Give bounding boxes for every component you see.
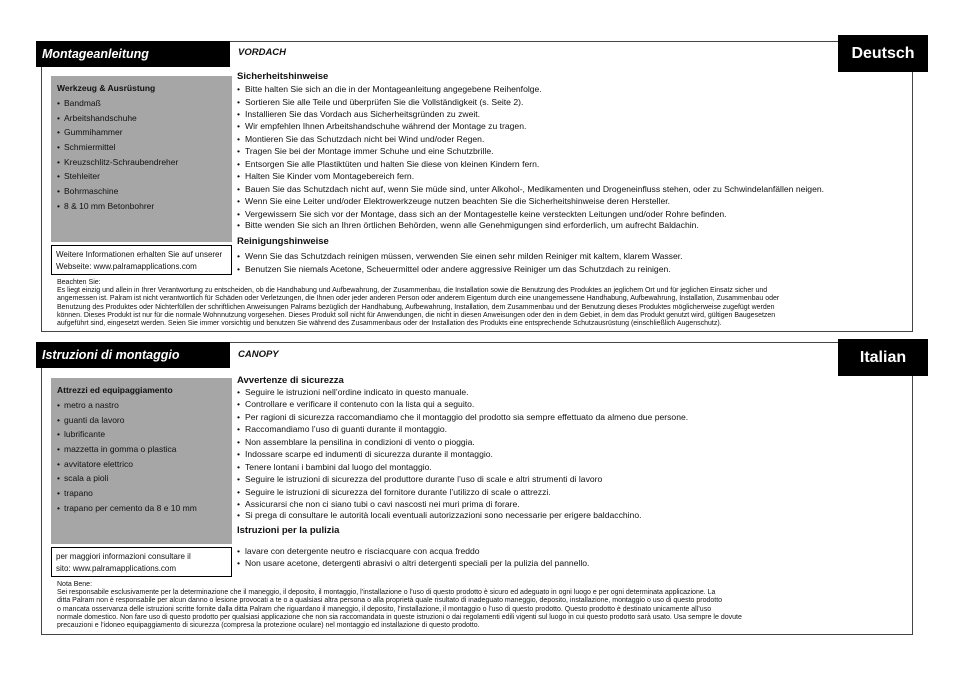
safety-title-de: Sicherheitshinweise	[237, 71, 329, 82]
note-line: o mancata osservanza delle istruzioni scritte fornite dalla ditta Palram che riguardano il maneggio, il deposito, l’installazione, il montaggio o l’uso di questo prodotto. Questo prodotto è destinato unicamente all’uso	[57, 605, 712, 613]
tool-item: • Stehleiter	[57, 169, 226, 184]
tool-item: • Bandmaß	[57, 96, 226, 111]
tool-item: • Arbeitshandschuhe	[57, 111, 226, 126]
safety-item: • Si prega di consultare le autorità locali eventuali autorizzazioni sono necessarie per erigere baldacchino.	[237, 510, 642, 520]
safety-item: • Controllare e verificare il contenuto con la lista qui a seguito.	[237, 399, 475, 409]
tool-item: • lubrificante	[57, 427, 226, 442]
info-line: Weitere Informationen erhalten Sie auf unserer	[56, 250, 223, 259]
note-line: Benutzung des Produktes oder Nichterfüllen der schriftlichen Anweisungen Palrams bezüglich der Handhabung, Aufbewahrung, Installation, dem Zusammenbau und der Benutzung dieses Produktes möglicherweise zugefügt werden	[57, 303, 775, 311]
note-title: Nota Bene:	[57, 581, 93, 588]
safety-item: • Bauen Sie das Schutzdach nicht auf, wenn Sie müde sind, unter Alkohol-, Medikamenten und Drogeneinfluss stehen, oder zu Schwindelanfällen neigen.	[237, 184, 825, 194]
cleaning-title-it: Istruzioni per la pulizia	[237, 525, 340, 536]
safety-item: • Seguire le istruzioni nell’ordine indicato in questo manuale.	[237, 387, 469, 397]
tools-box-it	[51, 378, 232, 544]
product-name-it: CANOPY	[238, 349, 279, 360]
tool-item: • guanti da lavoro	[57, 413, 226, 428]
tool-item: • metro a nastro	[57, 398, 226, 413]
safety-item: • Entsorgen Sie alle Plastiktüten und halten Sie diese von kleinen Kindern fern.	[237, 159, 540, 169]
disclaimer-it	[57, 581, 897, 630]
safety-item: • Wenn Sie eine Leiter und/oder Elektrowerkzeuge nutzen beachten Sie die Sicherheitshinweise deren Hersteller.	[237, 196, 671, 206]
note-line: precauzioni e l’idoneo equipaggiamento di sicurezza (compresa la protezione oculare) nel montaggio ed installazione di questo prodotto.	[57, 622, 480, 630]
language-label-it: Italian	[838, 339, 928, 376]
tool-item: • avvitatore elettrico	[57, 457, 226, 472]
note-line: Sei responsabile esclusivamente per la determinazione che il maneggio, il deposito, il montaggio, l’installazione o l’uso di questo prodotto è sicuro ed adeguato in ogni luogo e per ogni determinata applicazione. La	[57, 589, 716, 597]
tool-item: • trapano per cemento da 8 e 10 mm	[57, 501, 226, 516]
cleaning-title-de: Reinigungshinweise	[237, 236, 329, 247]
safety-item: • Assicurarsi che non ci siano tubi o cavi nascosti nei muri prima di forare.	[237, 499, 520, 509]
safety-item: • Montieren Sie das Schutzdach nicht bei Wind und/oder Regen.	[237, 134, 485, 144]
safety-title-it: Avvertenze di sicurezza	[237, 375, 344, 386]
safety-item: • Wir empfehlen Ihnen Arbeitshandschuhe während der Montage zu tragen.	[237, 121, 527, 131]
tools-list-de	[57, 96, 226, 214]
tools-list-it	[57, 398, 226, 516]
info-box-de	[51, 245, 232, 275]
language-label-de: Deutsch	[838, 35, 928, 72]
tool-item: • trapano	[57, 486, 226, 501]
tool-item: • mazzetta in gomma o plastica	[57, 442, 226, 457]
tool-item: • Bohrmaschine	[57, 184, 226, 199]
info-line: sito: www.palramapplications.com	[56, 564, 177, 573]
note-line: normale domestico. Non fare uso di questo prodotto per qualsiasi applicazione che non sia raccomandata in queste istruzioni o dai regolamenti edili vigenti sul luogo in cui questo prodotto sarà usato. Usa sempre le dovute	[57, 613, 742, 621]
safety-item: • Bitte halten Sie sich an die in der Montageanleitung angegebene Reihenfolge.	[237, 84, 542, 94]
safety-item: • Tenere lontani i bambini dal luogo del montaggio.	[237, 462, 432, 472]
safety-item: • Installieren Sie das Vordach aus Sicherheitsgründen zu zweit.	[237, 109, 481, 119]
safety-item: • Per ragioni di sicurezza raccomandiamo che il montaggio del prodotto sia sempre effettuato da almeno due persone.	[237, 412, 689, 422]
tool-item: • 8 & 10 mm Betonbohrer	[57, 199, 226, 214]
safety-item: • Tragen Sie bei der Montage immer Schuhe und eine Schutzbrille.	[237, 146, 494, 156]
note-line: angemessen ist. Palram ist nicht verantwortlich für Schäden oder Verletzungen, die Ihnen oder jeder anderen Person oder anderem Eigentum durch eine unangemessene Handhabung, Aufbewahrung, Installation, Zusammenbau oder	[57, 295, 780, 303]
safety-item: • Seguire le istruzioni di sicurezza del produttore durante l’uso di scale e altri strumenti di lavoro	[237, 474, 603, 484]
tool-item: • Gummihammer	[57, 125, 226, 140]
note-line: Es liegt einzig und allein in Ihrer Verantwortung zu entscheiden, ob die Handhabung und Aufbewahrung, der Zusammenbau, die Installation sowie die Benutzung des Produktes an jeglichem Ort und für jeglichen Einsatz sicher und	[57, 287, 768, 295]
note-line: können. Dieses Produkt ist nur für die normale Wohnnutzung vorgesehen. Dieses Produkt soll nicht für Anwendungen, die nicht in diesen Anweisungen oder den in dem Gebiet, in dem das Produkt genutzt wird, gültigen Baugesetzen	[57, 311, 776, 319]
tools-box-de	[51, 76, 232, 242]
tool-item: • Kreuzschlitz-Schraubendreher	[57, 155, 226, 170]
tool-item: • Schmiermittel	[57, 140, 226, 155]
cleaning-item: • Wenn Sie das Schutzdach reinigen müssen, verwenden Sie einen sehr milden Reiniger mit kaltem, klarem Wasser.	[237, 251, 683, 261]
tools-title-it: Attrezzi ed equipaggiamento	[57, 385, 173, 395]
safety-item: • Raccomandiamo l’uso di guanti durante il montaggio.	[237, 424, 448, 434]
section-header-it: Istruzioni di montaggio	[36, 342, 230, 368]
safety-item: • Indossare scarpe ed indumenti di sicurezza durante il montaggio.	[237, 449, 493, 459]
safety-item: • Non assemblare la pensilina in condizioni di vento o pioggia.	[237, 437, 475, 447]
safety-item: • Bitte wenden Sie sich an Ihren örtlichen Behörden, wenn alle Genehmigungen sind erforderlich, um aufrecht Baldachin.	[237, 220, 699, 230]
cleaning-item: • Non usare acetone, detergenti abrasivi o altri detergenti speciali per la pulizia del pannello.	[237, 558, 590, 568]
note-line: ditta Palram non è responsabile per alcun danno o lesione provocati a te o a qualsiasi altra persona o alla proprietà quale risultato di inadeguato maneggio, deposito, installazione, montaggio o uso di questo prodotto	[57, 597, 723, 605]
safety-item: • Vergewissern Sie sich vor der Montage, dass sich an der Montagestelle keine versteckten Leitungen und/oder Rohre befinden.	[237, 209, 727, 219]
disclaimer-de	[57, 279, 897, 328]
info-line: per maggiori informazioni consultare il	[56, 552, 191, 561]
safety-item: • Sortieren Sie alle Teile und überprüfen Sie die Vollständigkeit (s. Seite 2).	[237, 97, 524, 107]
tool-item: • scala a pioli	[57, 471, 226, 486]
cleaning-item: • lavare con detergente neutro e risciacquare con acqua freddo	[237, 546, 480, 556]
section-header-de: Montageanleitung	[36, 41, 230, 67]
info-line: Webseite: www.palramapplications.com	[56, 262, 197, 271]
cleaning-item: • Benutzen Sie niemals Acetone, Scheuermittel oder andere aggressive Reiniger um das Schutzdach zu reinigen.	[237, 264, 671, 274]
safety-item: • Halten Sie Kinder vom Montagebereich fern.	[237, 171, 415, 181]
safety-item: • Seguire le istruzioni di sicurezza del fornitore durante l’utilizzo di scale o attrezzi.	[237, 487, 551, 497]
info-box-it	[51, 547, 232, 577]
product-name-de: VORDACH	[238, 47, 287, 58]
note-line: aufgeführt sind, eingesetzt werden. Seien Sie immer vorsichtig und benutzen Sie während des Zusammenbaus oder der Installation des Produkts eine entsprechende Schutzausrüstung (einschließlich Augenschutz).	[57, 320, 722, 328]
note-title: Beachten Sie:	[57, 279, 101, 286]
tools-title-de: Werkzeug & Ausrüstung	[57, 83, 156, 93]
